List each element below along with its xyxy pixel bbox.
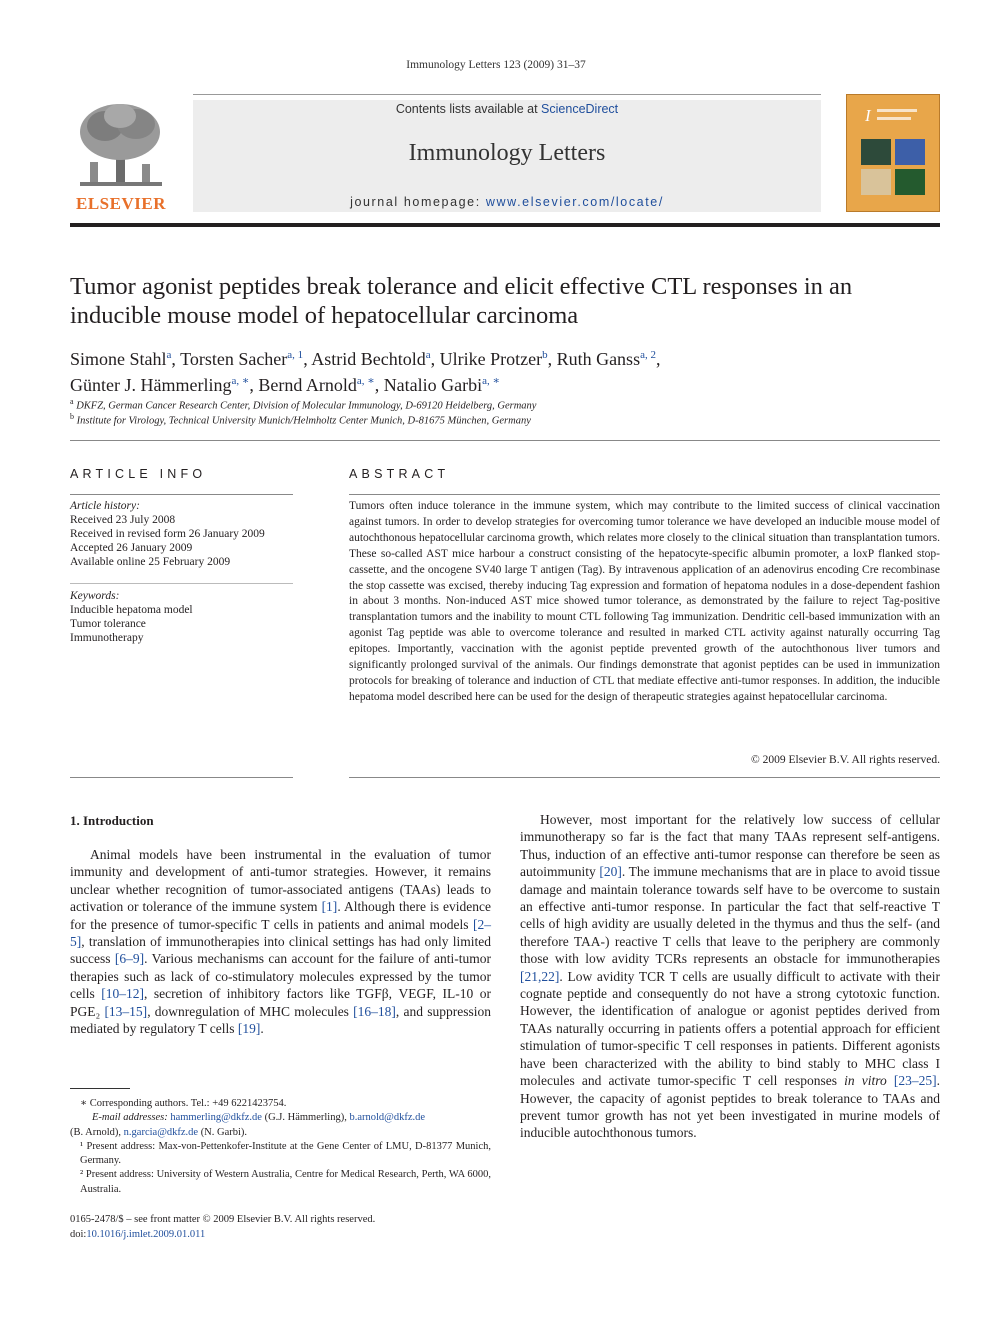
section-heading-introduction: 1. Introduction bbox=[70, 813, 154, 828]
keyword: Inducible hepatoma model bbox=[70, 604, 193, 616]
header-top-rule bbox=[193, 94, 821, 95]
author-name: Ulrike Protzer bbox=[439, 349, 543, 369]
email-note: E-mail addresses: hammerling@dkfz.de (G.J. Hämmerling), b.arnold@dkfz.de bbox=[92, 1112, 426, 1124]
email-link[interactable]: hammerling@dkfz.de bbox=[170, 1112, 262, 1124]
journal-name: Immunology Letters bbox=[408, 140, 606, 166]
author-affil-sup[interactable]: b bbox=[542, 349, 548, 361]
history-item: Received in revised form 26 January 2009 bbox=[70, 528, 265, 540]
tree-icon bbox=[70, 100, 172, 192]
citation-ref-link[interactable]: [2–5] bbox=[70, 916, 491, 950]
body-text: . Although there is evidence for the presence of tumor-specific T cells in patients and animal models bbox=[70, 899, 491, 932]
author-name: Ruth Ganss bbox=[556, 349, 641, 369]
abstract-copyright: © 2009 Elsevier B.V. All rights reserved. bbox=[751, 754, 940, 766]
corresponding-note: ∗ Corresponding authors. Tel.: +49 6221423754. bbox=[80, 1098, 287, 1109]
author: Torsten Sacher$^{a, 1}$, bbox=[180, 349, 312, 369]
issn-line: 0165-2478/$ – see front matter © 2009 Elsevier B.V. All rights reserved. bbox=[70, 1214, 376, 1225]
keywords-rule bbox=[70, 583, 293, 584]
article-info-bottom-rule bbox=[70, 777, 293, 778]
citation-ref-link[interactable]: [10–12] bbox=[101, 986, 144, 1002]
citation-ref-link[interactable]: [1] bbox=[321, 899, 338, 915]
email-note-cont: (B. Arnold), n.garcia@dkfz.de (N. Garbi). bbox=[70, 1126, 248, 1138]
keywords-block bbox=[70, 589, 293, 645]
author: Simone Stahl$^a$, bbox=[70, 349, 181, 369]
homepage-prefix: journal homepage: bbox=[350, 195, 486, 209]
abstract-text: Tumors often induce tolerance in the immune system, which may contribute to the limited success of clinical vaccination against tumors. In order to develop strategies for overcoming tumor tolerance we have developed an inducible mouse model of autochthonous hepatocellular carcinoma growth, which relates more closely to the clinical situation than transplantation tumors. These so-called AST mice harbour a construct consisting of the hepatocyte-specific albumin promoter, a loxP flanked stop-cassette, and the oncogene SV40 large T antigen (Tag). By intravenous application of an adenovirus encoding Cre recombinase the stop cassette was excised, thereby inducing Tag expression and formation of hepatoma nodules in a dose-dependent fashion in about 3 months. Non-induced AST mice showed tumor tolerance, as demonstrated by the failure to reject Tag-positive transplantation tumors and the inability to mount CTL following Tag immunization. Dendritic cell-based immunization with an agonist Tag peptide was able to overcome tolerance and resulted in marked CTL activity against naturally occurring Tag epitopes. Importantly, vaccination with the agonist peptide prevented growth of the autochthonous liver tumors and significantly prolonged survival of the animals. Our findings demonstrate that agonist peptides can be used in immunization protocols for breaking of tolerance and induction of CTL that mediate effective anti-tumor responses. In addition, the inducible hepatoma model described here can be used for the design of therapeutic strategies against hepatocellular carcinoma. bbox=[349, 500, 940, 703]
affiliation-b: $^b$ Institute for Virology, Technical University Munich/Helmholtz Center Munich, D-81675 München, Germany bbox=[70, 412, 531, 427]
abstract-bottom-rule bbox=[349, 777, 940, 778]
citation-ref-link[interactable]: [21,22] bbox=[520, 968, 560, 984]
body-text: , secretion of inhibitory factors like TGFβ, VEGF, IL-10 or PGE₂ bbox=[70, 986, 491, 1019]
keyword: Tumor tolerance bbox=[70, 618, 146, 630]
author: Bernd Arnold$^{a, ∗}$, bbox=[258, 375, 384, 395]
elsevier-logo bbox=[70, 100, 172, 215]
keywords-label: Keywords: bbox=[70, 590, 120, 602]
journal-homepage bbox=[193, 195, 821, 209]
author-affil-sup[interactable]: a bbox=[425, 349, 431, 361]
article-history bbox=[70, 499, 293, 569]
author-affil-sup[interactable]: a, 2 bbox=[640, 349, 656, 361]
author-name: Natalio Garbi bbox=[383, 375, 483, 395]
doi-link[interactable]: 10.1016/j.imlet.2009.01.011 bbox=[86, 1229, 206, 1240]
body-text: . Various mechanisms can account for the failure of anti-tumor therapies such as lack of co-stimulatory molecules expressed by the tumor cells bbox=[70, 951, 491, 1002]
doi-line: doi:10.1016/j.imlet.2009.01.011 bbox=[70, 1229, 206, 1240]
footnotes bbox=[70, 1097, 491, 1197]
author bbox=[384, 375, 500, 395]
italic-text: in vitro bbox=[844, 1073, 887, 1089]
article-title: Tumor agonist peptides break tolerance and elicit effective CTL responses in an inducible mouse model of hepatocellular carcinoma bbox=[70, 273, 853, 329]
intro-paragraph-1 bbox=[70, 846, 491, 1037]
author-name: Bernd Arnold bbox=[258, 375, 357, 395]
svg-text:I: I bbox=[865, 106, 871, 125]
homepage-link[interactable]: www.elsevier.com/locate/ bbox=[485, 195, 664, 209]
author-name: Simone Stahl bbox=[70, 349, 167, 369]
header-divider bbox=[70, 223, 940, 227]
publisher-name: ELSEVIER bbox=[76, 194, 166, 213]
email-link[interactable]: b.arnold@dkfz.de bbox=[349, 1112, 426, 1124]
email-link[interactable]: n.garcia@dkfz.de bbox=[123, 1126, 199, 1138]
body-text: . Low avidity TCR T cells are usually difficult to activate with their cognate peptide and consequently do not have a strong cytotoxic function. However, the identification of analogue or agonist peptides derived from TAAs naturally occurring in patients offers a potential approach for efficient stimulation of tumor-specific T cell responses in patients. Different agonists have been characterized with the ability to bind stably to MHC class I molecules and activate tumor-specific T cell responses bbox=[520, 968, 940, 1089]
author-name: Astrid Bechtold bbox=[311, 349, 426, 369]
article-info-rule bbox=[70, 494, 293, 495]
body-text: . However, the capacity of agonist peptides to break tolerance to TAAs and prevent tumor growth has not yet been investigated in murine models of inducible autochthonous tumors. bbox=[520, 1073, 940, 1141]
journal-citation: Immunology Letters 123 (2009) 31–37 bbox=[406, 59, 586, 71]
citation-ref-link[interactable]: [23–25] bbox=[893, 1073, 937, 1089]
citation-ref-link[interactable]: [16–18] bbox=[353, 1003, 396, 1019]
body-text: , translation of immunotherapies into clinical settings has had only limited success bbox=[70, 934, 491, 967]
intro-paragraph-2 bbox=[520, 811, 940, 1142]
footnote-2: ² Present address: University of Western Australia, Centre for Medical Research, Perth, WA 6000, Australia. bbox=[80, 1169, 491, 1195]
history-item: Available online 25 February 2009 bbox=[70, 556, 231, 568]
history-item: Received 23 July 2008 bbox=[70, 514, 176, 526]
contents-line bbox=[193, 102, 821, 116]
citation-ref-link[interactable]: [6–9] bbox=[114, 951, 145, 967]
citation-ref-link[interactable]: [13–15] bbox=[104, 1003, 148, 1019]
article-info-heading: ARTICLE INFO bbox=[70, 467, 207, 481]
author-name: Torsten Sacher bbox=[180, 349, 288, 369]
body-text bbox=[887, 1073, 894, 1088]
contents-prefix: Contents lists available at bbox=[395, 102, 542, 116]
author-affil-sup[interactable]: a, 1 bbox=[287, 349, 304, 361]
abstract-rule bbox=[349, 494, 940, 495]
body-text: , downregulation of MHC molecules bbox=[147, 1003, 354, 1019]
author-affil-sup[interactable]: a bbox=[166, 349, 172, 361]
history-label: Article history: bbox=[70, 500, 140, 512]
author-list bbox=[70, 344, 940, 396]
journal-cover-image bbox=[846, 94, 940, 212]
front-matter bbox=[70, 1212, 491, 1242]
citation-ref-link[interactable]: [19] bbox=[237, 1021, 261, 1037]
keyword: Immunotherapy bbox=[70, 632, 144, 644]
affiliation-divider bbox=[70, 440, 940, 441]
body-text: However, most important for the relatively low success of cellular immunotherapy so far is the fact that many TAAs represent self-antigens. Thus, induction of an effective anti-tumor response can therefore be seen as autoimmunity bbox=[520, 812, 940, 880]
affiliation-a: $^a$ DKFZ, German Cancer Research Center, Division of Molecular Immunology, D-69120 Heidelberg, Germany bbox=[70, 397, 537, 412]
citation-ref-link[interactable]: [20] bbox=[599, 864, 622, 880]
abstract-heading: ABSTRACT bbox=[349, 467, 450, 481]
author: Ulrike Protzer$^b$, bbox=[439, 349, 557, 369]
footnote-rule bbox=[70, 1088, 130, 1089]
body-text: , and suppression mediated by regulatory T cells bbox=[70, 1003, 491, 1037]
author-affil-sup[interactable]: a, ∗ bbox=[482, 375, 501, 387]
author-affil-sup[interactable]: a, ∗ bbox=[231, 375, 250, 387]
author: Ruth Ganss$^{a, 2}$, bbox=[556, 349, 661, 369]
author-name: Günter J. Hämmerling bbox=[70, 375, 232, 395]
body-text: Animal models have been instrumental in the evaluation of tumor immunity and development of anti-tumor strategies. However, it remains unclear whether recognition of tumor-associated antigens (TAAs) leads to activation or tolerance of the immune system bbox=[70, 847, 491, 915]
body-text: . bbox=[260, 1021, 264, 1037]
author: Astrid Bechtold$^a$, bbox=[311, 349, 440, 369]
history-item: Accepted 26 January 2009 bbox=[70, 542, 193, 554]
author: Günter J. Hämmerling$^{a, ∗}$, bbox=[70, 375, 259, 395]
body-text: . The immune mechanisms that are in place to avoid tissue damage and maintain tolerance towards self have to be overcome to sustain an effective anti-tumor response. In particular the fact that self-reactive T cells of high avidity are usually deleted in the thymus and thus the self- (and therefore TAA-) reactive T cells that leave to the periphery are commonly those with low avidity TCRs represents an obstacle for immunotherapies bbox=[520, 864, 940, 967]
sciencedirect-link[interactable]: ScienceDirect bbox=[541, 102, 619, 116]
footnote-1: ¹ Present address: Max-von-Pettenkofer-Institute at the Gene Center of LMU, D-81377 Munich, Germany. bbox=[80, 1140, 491, 1167]
author-affil-sup[interactable]: a, ∗ bbox=[356, 375, 375, 387]
